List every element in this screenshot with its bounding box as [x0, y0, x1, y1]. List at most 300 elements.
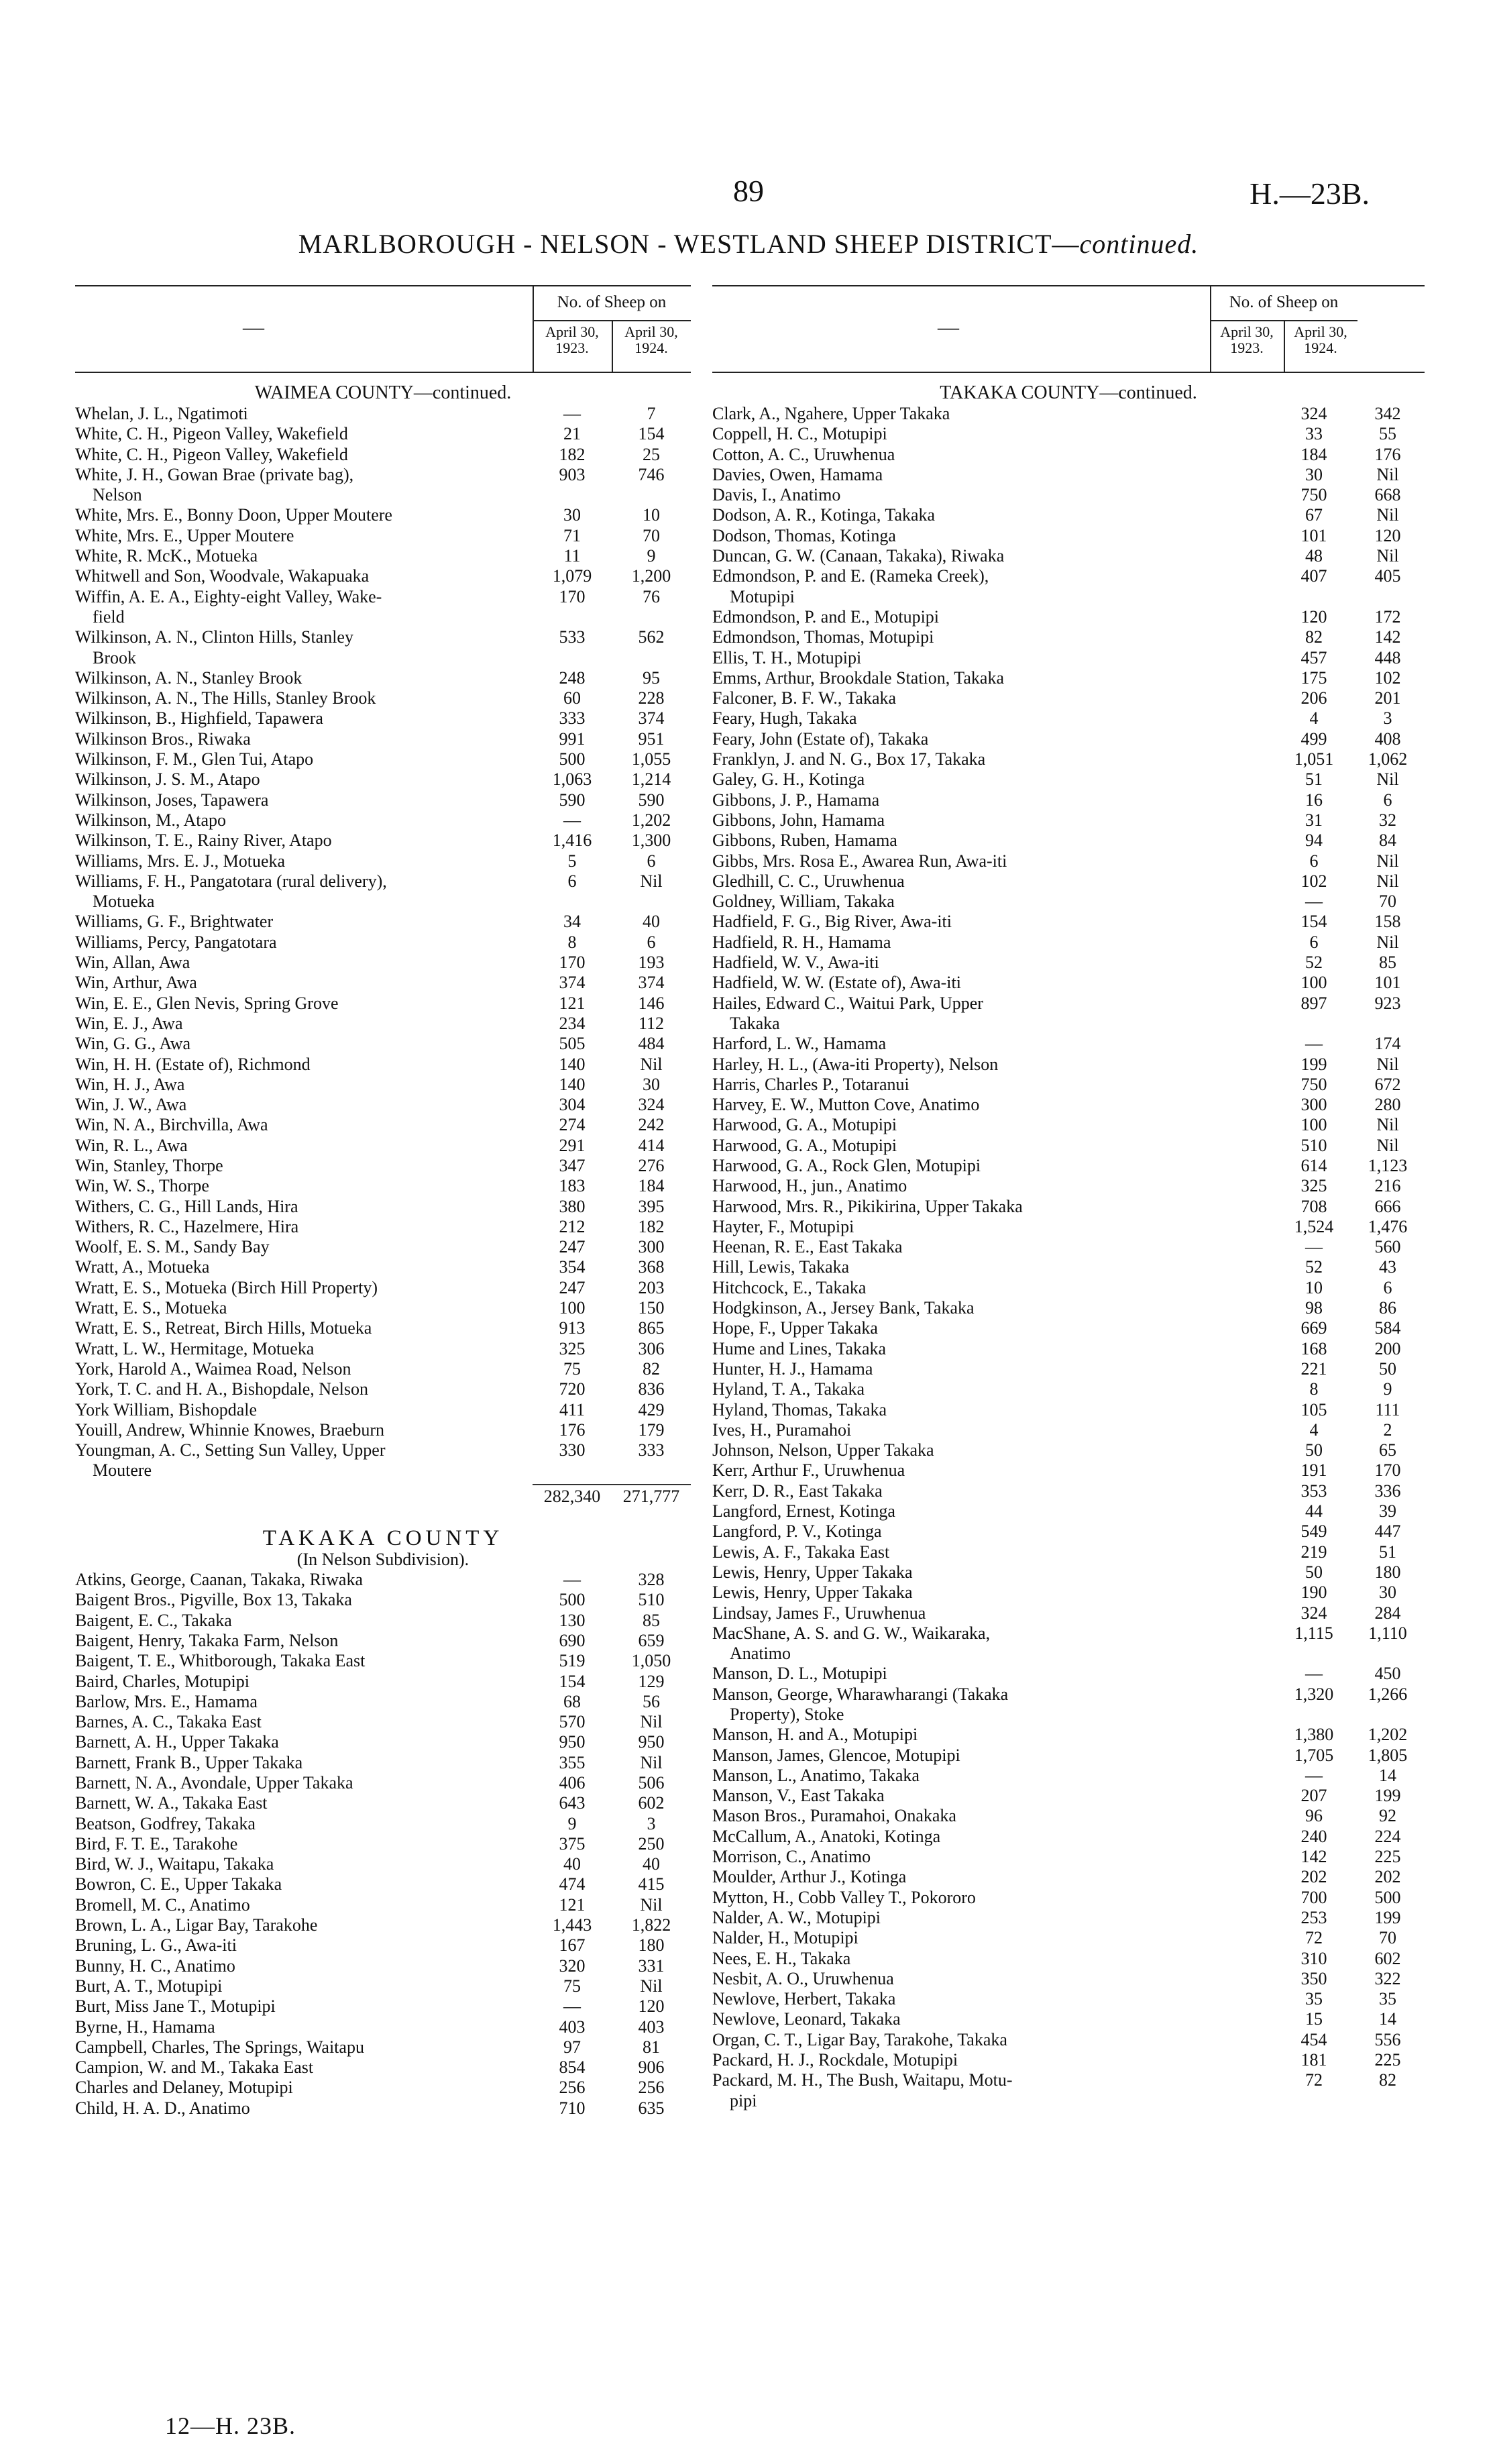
sheep-1924: 3 [1383, 708, 1392, 729]
sheep-1923: 175 [1300, 667, 1327, 688]
sheep-1923: 40 [563, 1854, 581, 1874]
sheep-1924: 836 [638, 1379, 665, 1399]
table-row [712, 1237, 1425, 1257]
sheep-1923: 21 [563, 424, 581, 444]
owner-name: Whelan, J. L., Ngatimoti [75, 404, 248, 423]
total-1924: 271,777 [622, 1486, 680, 1506]
owner-name: Atkins, George, Caanan, Takaka, Riwaka [75, 1570, 363, 1590]
sheep-1923: 100 [559, 1298, 586, 1318]
owner-name: Wilkinson, A. N., The Hills, Stanley Brook [75, 688, 376, 708]
document-reference: H.—23B. [1250, 176, 1370, 211]
owner-name: Wilkinson, F. M., Glen Tui, Atapo [75, 749, 314, 769]
sheep-1924: 1,202 [1368, 1725, 1408, 1745]
table-row [712, 546, 1425, 566]
sheep-1924: 602 [638, 1793, 665, 1813]
sheep-1923: 167 [559, 1935, 586, 1956]
sheep-1923: 406 [559, 1773, 586, 1792]
sheep-1924: 50 [1379, 1358, 1396, 1379]
sheep-1924: 506 [638, 1773, 665, 1792]
sheep-1923: 690 [559, 1630, 586, 1650]
owner-name: Manson, James, Glencoe, Motupipi [712, 1745, 960, 1765]
table-row [712, 1684, 1425, 1705]
table-row [712, 831, 1425, 851]
owner-name: Coppell, H. C., Motupipi [712, 424, 887, 444]
table-row [712, 1379, 1425, 1399]
sheep-1924: 322 [1374, 1968, 1401, 1988]
sheep-1924: 1,202 [631, 810, 671, 830]
sheep-1923: 234 [559, 1013, 586, 1033]
owner-name: Wratt, L. W., Hermitage, Motueka [75, 1338, 315, 1358]
owner-name: Williams, G. F., Brightwater [75, 912, 274, 932]
sheep-1924: 7 [647, 404, 656, 423]
sheep-1923: 407 [1300, 566, 1327, 586]
sheep-1923: 380 [559, 1196, 586, 1216]
sheep-1923: 168 [1300, 1338, 1327, 1358]
table-row [75, 587, 691, 607]
owner-name: Whitwell and Son, Woodvale, Wakapuaka [75, 566, 370, 586]
sheep-1923: 274 [559, 1115, 586, 1135]
sheep-1924: Nil [640, 1054, 663, 1074]
sheep-1923: 300 [1300, 1095, 1327, 1115]
sheep-1923: 4 [1309, 708, 1319, 729]
sheep-1923: 991 [559, 729, 586, 749]
sheep-1923 [1277, 1644, 1351, 1664]
sheep-1923: 97 [563, 2037, 581, 2057]
owner-name: Lewis, Henry, Upper Takaka [712, 1562, 913, 1582]
sheep-1923: 170 [559, 586, 586, 606]
table-row [75, 1570, 691, 1590]
owner-name: Baird, Charles, Motupipi [75, 1671, 249, 1691]
owner-name: Bird, F. T. E., Tarakohe [75, 1833, 238, 1854]
owner-name: Wilkinson, Joses, Tapawera [75, 790, 269, 810]
owner-name: Barnett, N. A., Avondale, Upper Takaka [75, 1773, 353, 1792]
left-rows [75, 404, 691, 1481]
owner-name: Bruning, L. G., Awa-iti [75, 1935, 237, 1956]
sheep-1923: 181 [1300, 2050, 1327, 2070]
sheep-1923: 1,380 [1294, 1725, 1334, 1745]
table-row [712, 1115, 1425, 1135]
owner-name: Barnes, A. C., Takaka East [75, 1712, 262, 1732]
owner-name: Brook [93, 647, 136, 667]
sheep-1923: 474 [559, 1874, 586, 1894]
table-row [712, 912, 1425, 932]
sheep-1924: 415 [638, 1874, 665, 1894]
sheep-1923: 190 [1300, 1583, 1327, 1603]
sheep-1923: 6 [567, 871, 577, 891]
sheep-1923: 950 [559, 1732, 586, 1752]
owner-name: Moulder, Arthur J., Kotinga [712, 1867, 907, 1887]
header-no-of-sheep: No. of Sheep on [557, 293, 667, 311]
table-row [712, 1847, 1425, 1867]
sheep-1924: 170 [1374, 1460, 1401, 1481]
table-row [75, 465, 691, 485]
table-row [712, 445, 1425, 465]
table-row [712, 1766, 1425, 1786]
sheep-1924: 70 [643, 525, 660, 545]
sheep-1923: — [563, 1570, 581, 1590]
sheep-1923: — [1305, 892, 1323, 912]
owner-name: Nelson [93, 485, 142, 505]
sheep-1924: Nil [1376, 1054, 1399, 1074]
table-row [712, 1257, 1425, 1277]
sheep-1923: 15 [1305, 2009, 1323, 2029]
sheep-1923: 720 [559, 1379, 586, 1399]
sheep-1923: 6 [1309, 851, 1319, 871]
table-row [712, 1949, 1425, 1969]
table-row [712, 688, 1425, 708]
table-row [75, 1359, 691, 1379]
sheep-1923: 31 [1305, 810, 1323, 830]
sheep-1923: 500 [559, 1590, 586, 1610]
table-row [712, 1339, 1425, 1359]
owner-name: Win, E. E., Glen Nevis, Spring Grove [75, 993, 339, 1013]
sheep-1924: Nil [640, 871, 663, 891]
sheep-1924: Nil [1376, 1135, 1399, 1155]
sheep-1924: 32 [1379, 810, 1396, 830]
sheep-1924: 120 [1374, 525, 1401, 545]
sheep-1924: 225 [1374, 2050, 1401, 2070]
sheep-1924: 1,123 [1368, 1155, 1408, 1175]
owner-name: Wilkinson, J. S. M., Atapo [75, 769, 260, 790]
sheep-1923: 199 [1300, 1054, 1327, 1074]
table-row [712, 2091, 1425, 2111]
table-row [75, 1420, 691, 1440]
owner-name: Lindsay, James F., Uruwhenua [712, 1603, 926, 1623]
table-row [75, 912, 691, 932]
sheep-1923: 140 [559, 1054, 586, 1074]
sheep-1924: 203 [638, 1277, 665, 1297]
table-row [75, 790, 691, 810]
owner-name: Hadfield, F. G., Big River, Awa-iti [712, 912, 952, 932]
sheep-1924: 500 [1374, 1887, 1401, 1907]
owner-name: Win, Stanley, Thorpe [75, 1155, 223, 1175]
sheep-1923: 500 [559, 749, 586, 769]
section-subheading: (In Nelson Subdivision). [296, 1550, 469, 1570]
table-row [75, 1976, 691, 1996]
sheep-1923: 16 [1305, 790, 1323, 810]
sheep-1923: 191 [1300, 1460, 1327, 1481]
owner-name: White, R. McK., Motueka [75, 546, 258, 566]
owner-name: Hailes, Edward C., Waitui Park, Upper [712, 993, 983, 1013]
sheep-1923: 8 [567, 932, 577, 952]
sheep-1923: 52 [1305, 1257, 1323, 1277]
sheep-1923: 324 [1300, 1603, 1327, 1623]
sheep-1924: 85 [643, 1610, 660, 1630]
sheep-1923: 75 [563, 1358, 581, 1379]
sheep-1923 [533, 485, 612, 505]
table-row [75, 1034, 691, 1054]
sheep-1923: 207 [1300, 1786, 1327, 1806]
owner-name: Burt, A. T., Motupipi [75, 1976, 223, 1996]
owner-name: Beatson, Godfrey, Takaka [75, 1813, 256, 1833]
sheep-1923 [533, 892, 612, 912]
sheep-1924: Nil [640, 1976, 663, 1996]
table-row [712, 1136, 1425, 1156]
owner-name: Edmondson, P. and E. (Rameka Creek), [712, 566, 989, 586]
table-row [712, 1705, 1425, 1725]
sheep-1923: 700 [1300, 1887, 1327, 1907]
sheep-1923: 549 [1300, 1521, 1327, 1542]
table-row [712, 1034, 1425, 1054]
table-row [75, 2057, 691, 2078]
owner-name: Edmondson, Thomas, Motupipi [712, 627, 934, 647]
owner-name: Hitchcock, E., Takaka [712, 1277, 867, 1297]
footer-reference: 12—H. 23B. [165, 2412, 296, 2439]
table-row [75, 729, 691, 749]
section-heading: TAKAKA COUNTY—continued. [940, 382, 1197, 403]
sheep-1923: 374 [559, 973, 586, 993]
table-row [712, 1928, 1425, 1948]
owner-name: Goldney, William, Takaka [712, 892, 895, 912]
sheep-1924: 429 [638, 1399, 665, 1420]
sheep-1924: 82 [1379, 2070, 1396, 2090]
sheep-1923: 913 [559, 1318, 586, 1338]
owner-name: Wiffin, A. E. A., Eighty-eight Valley, Wake- [75, 586, 382, 606]
sheep-1923: 4 [1309, 1420, 1319, 1440]
sheep-1923: — [563, 1996, 581, 2017]
sheep-1923: 212 [559, 1216, 586, 1236]
owner-name: Wilkinson, B., Highfield, Tapawera [75, 708, 323, 729]
table-row [75, 831, 691, 851]
owner-name: Manson, L., Anatimo, Takaka [712, 1765, 920, 1785]
sheep-1923: 100 [1300, 973, 1327, 993]
sheep-1923: — [1305, 1765, 1323, 1785]
owner-name: Nees, E. H., Takaka [712, 1948, 851, 1968]
sheep-1923: 354 [559, 1257, 586, 1277]
table-row [75, 1874, 691, 1894]
sheep-1924: 6 [1383, 790, 1392, 810]
sheep-1924: 180 [1374, 1562, 1401, 1582]
sheep-1924: 40 [643, 912, 660, 932]
table-row [712, 1298, 1425, 1318]
sheep-1923: 98 [1305, 1298, 1323, 1318]
table-row [712, 1806, 1425, 1826]
owner-name: Williams, Mrs. E. J., Motueka [75, 851, 286, 871]
owner-name: Nalder, H., Motupipi [712, 1928, 858, 1948]
sheep-1923: 256 [559, 2078, 586, 2098]
sheep-1923: 44 [1305, 1501, 1323, 1521]
table-row [75, 1400, 691, 1420]
owner-name: Manson, George, Wharawharangi (Takaka [712, 1684, 1009, 1704]
table-row [712, 1481, 1425, 1501]
sheep-1923: — [1305, 1034, 1323, 1054]
sheep-1924: 176 [1374, 444, 1401, 464]
section-heading: WAIMEA COUNTY—continued. [254, 382, 512, 403]
sheep-1924: 1,214 [631, 769, 671, 790]
table-row [75, 1956, 691, 1976]
sheep-1924: 342 [1374, 404, 1401, 423]
sheep-1924: 923 [1374, 993, 1401, 1013]
sheep-1924: 70 [1379, 1928, 1396, 1948]
owner-name: Youngman, A. C., Setting Sun Valley, Upper [75, 1440, 386, 1460]
table-row [712, 668, 1425, 688]
sheep-1923: 903 [559, 464, 586, 484]
table-row [712, 2030, 1425, 2050]
sheep-1923: 353 [1300, 1481, 1327, 1501]
owner-name: Galey, G. H., Kotinga [712, 769, 865, 790]
sheep-1923: 1,524 [1294, 1216, 1334, 1236]
sheep-1923: 71 [563, 525, 581, 545]
sheep-1924: 9 [1383, 1379, 1392, 1399]
sheep-1923: 121 [559, 1894, 586, 1915]
table-row [712, 1460, 1425, 1481]
sheep-1924: 39 [1379, 1501, 1396, 1521]
sheep-1924: Nil [1376, 505, 1399, 525]
owner-name: Harford, L. W., Hamama [712, 1034, 887, 1054]
owner-name: Win, H. J., Awa [75, 1074, 185, 1094]
sheep-1924: 635 [638, 2098, 665, 2118]
owner-name: Edmondson, P. and E., Motupipi [712, 606, 940, 627]
table-row [712, 627, 1425, 647]
table-row [712, 1014, 1425, 1034]
table-row [712, 892, 1425, 912]
table-row [712, 1440, 1425, 1460]
sheep-1924: 146 [638, 993, 665, 1013]
sheep-1923 [1277, 1705, 1351, 1725]
table-row [712, 1867, 1425, 1887]
owner-name: Feary, John (Estate of), Takaka [712, 729, 929, 749]
sheep-1924: 331 [638, 1956, 665, 1976]
sheep-1923: 142 [1300, 1847, 1327, 1867]
right-table-header [712, 285, 1425, 373]
owner-name: Hope, F., Upper Takaka [712, 1318, 878, 1338]
sheep-1923: 184 [1300, 444, 1327, 464]
table-row [75, 1217, 691, 1237]
table-row [712, 1176, 1425, 1196]
sheep-1924: 51 [1379, 1542, 1396, 1562]
sheep-1924: 950 [638, 1732, 665, 1752]
owner-name: Davies, Owen, Hamama [712, 464, 883, 484]
table-row [75, 607, 691, 627]
owner-name: Hadfield, R. H., Hamama [712, 932, 891, 952]
sheep-1924: 336 [1374, 1481, 1401, 1501]
table-row [75, 1136, 691, 1156]
owner-name: White, Mrs. E., Bonny Doon, Upper Moutere [75, 505, 392, 525]
sheep-1923: 499 [1300, 729, 1327, 749]
page-title [0, 228, 1497, 260]
sheep-1923: — [1305, 1237, 1323, 1257]
table-row [712, 607, 1425, 627]
owner-name: Langford, P. V., Kotinga [712, 1521, 882, 1542]
sheep-1924: 199 [1374, 1786, 1401, 1806]
table-row [712, 1400, 1425, 1420]
table-row [712, 1521, 1425, 1542]
sheep-1924: 906 [638, 2057, 665, 2078]
header-no-of-sheep: No. of Sheep on [1229, 293, 1339, 311]
owner-name: Win, N. A., Birchvilla, Awa [75, 1115, 268, 1135]
owner-name: White, J. H., Gowan Brae (private bag), [75, 464, 354, 484]
sheep-1924: 225 [1374, 1847, 1401, 1867]
sheep-1923: 355 [559, 1752, 586, 1772]
sheep-1923 [1277, 2091, 1351, 2111]
sheep-1923: 570 [559, 1712, 586, 1732]
table-row [75, 505, 691, 525]
sheep-1924 [1351, 587, 1425, 607]
owner-name: Harwood, G. A., Motupipi [712, 1135, 897, 1155]
owner-name: Hadfield, W. W. (Estate of), Awa-iti [712, 973, 961, 993]
table-row [75, 526, 691, 546]
sheep-1923: 253 [1300, 1907, 1327, 1927]
sheep-1924: 92 [1379, 1806, 1396, 1826]
sheep-1923: 206 [1300, 688, 1327, 708]
sheep-1924: 111 [1375, 1399, 1400, 1420]
sheep-1924: 172 [1374, 606, 1401, 627]
owner-name: Kerr, Arthur F., Uruwhenua [712, 1460, 905, 1481]
table-row [75, 2098, 691, 2119]
table-row [75, 1651, 691, 1671]
sheep-1923: 140 [559, 1074, 586, 1094]
sheep-1924: 1,050 [631, 1651, 671, 1671]
sheep-1924: 6 [647, 851, 656, 871]
table-row [712, 1603, 1425, 1623]
sheep-1924: 242 [638, 1115, 665, 1135]
sheep-1923: 154 [559, 1671, 586, 1691]
sheep-1924: 276 [638, 1155, 665, 1175]
owner-name: Dodson, A. R., Kotinga, Takaka [712, 505, 936, 525]
sheep-1924: 193 [638, 953, 665, 973]
owner-name: Property), Stoke [730, 1705, 844, 1724]
sheep-1923: 130 [559, 1610, 586, 1630]
table-row [75, 1631, 691, 1651]
sheep-1923: — [1305, 1664, 1323, 1684]
owner-name: Dodson, Thomas, Kotinga [712, 525, 896, 545]
table-row [75, 1611, 691, 1631]
sheep-1923: 1,063 [552, 769, 592, 790]
sheep-1924: 158 [1374, 912, 1401, 932]
table-row [75, 668, 691, 688]
owner-name: Manson, H. and A., Motupipi [712, 1725, 918, 1745]
sheep-1924: Nil [1376, 464, 1399, 484]
sheep-1924: 659 [638, 1630, 665, 1650]
owner-name: Wratt, A., Motueka [75, 1257, 210, 1277]
sheep-1923: 375 [559, 1833, 586, 1854]
table-row [75, 566, 691, 586]
sheep-1924: 408 [1374, 729, 1401, 749]
owner-name: Hayter, F., Motupipi [712, 1216, 854, 1236]
sheep-1924: 666 [1374, 1196, 1401, 1216]
owner-name: Williams, Percy, Pangatotara [75, 932, 277, 952]
table-row [75, 1935, 691, 1956]
sheep-1924: 374 [638, 973, 665, 993]
table-row [712, 1156, 1425, 1176]
sheep-1923: 67 [1305, 505, 1323, 525]
table-row [75, 1732, 691, 1752]
sheep-1923: 1,115 [1294, 1623, 1333, 1643]
table-row [75, 1996, 691, 2017]
table-row [75, 648, 691, 668]
sheep-1924: 216 [1374, 1176, 1401, 1196]
sheep-1924 [1351, 1014, 1425, 1034]
sheep-1924: 1,266 [1368, 1684, 1408, 1704]
table-row [712, 1746, 1425, 1766]
sheep-1923: 10 [1305, 1277, 1323, 1297]
table-row [712, 1583, 1425, 1603]
table-row [75, 1176, 691, 1196]
table-row [75, 973, 691, 993]
sheep-1924: 484 [638, 1034, 665, 1054]
table-row [712, 1888, 1425, 1908]
sheep-1924: 1,476 [1368, 1216, 1408, 1236]
sheep-1923: 457 [1300, 647, 1327, 667]
sheep-1923: 291 [559, 1135, 586, 1155]
owner-name: Morrison, C., Anatimo [712, 1847, 871, 1867]
sheep-1923: 101 [1300, 525, 1327, 545]
table-row [75, 1197, 691, 1217]
table-row [712, 1644, 1425, 1664]
sheep-1924: 202 [1374, 1867, 1401, 1887]
sheep-1924 [612, 607, 691, 627]
sheep-1924: Nil [1376, 932, 1399, 952]
